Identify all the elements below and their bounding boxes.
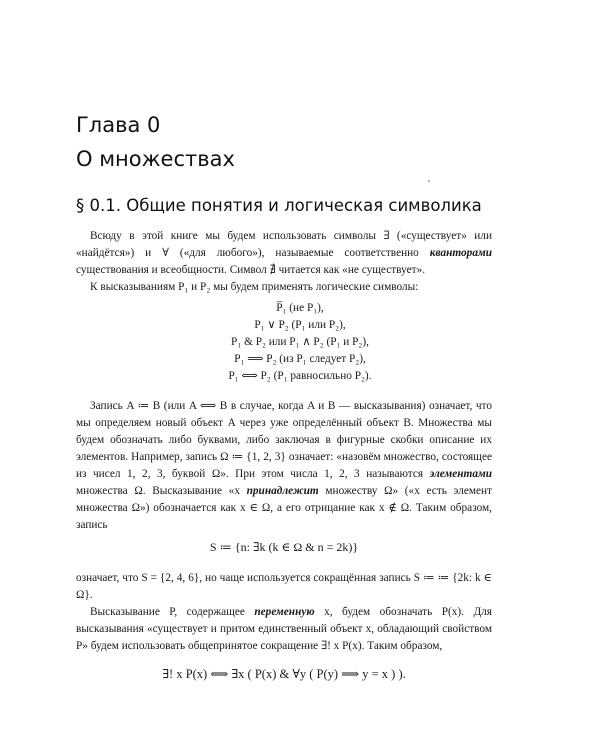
formula-negation: P̅₁ (не P₁),: [276, 302, 324, 314]
logic-symbols-list: [150, 300, 450, 385]
para2-text: К высказываниям P₁ и P₂ мы будем применять логические символы:: [90, 281, 419, 293]
para4-text: означает, что S = {2, 4, 6}, но чаще используется сокращённая запись S ≔ ≔ {2k: k ∈ Ω}.: [76, 572, 492, 601]
para3-text-a: Запись A ≔ B (или A ⟺ B в случае, когда A и B — высказывания) означает, что мы определяем новый объект A через уже определённый объект B. Множества мы будем обозначать либо буквами, либо заключая в фигурные скобки описание их элементов. Например, запись Ω ≔ {1, 2, 3} означает: «назовём множество, состоящее из чисел 1, 2, 3, буквой Ω». При этом числа 1, 2, 3 называются: [76, 400, 492, 480]
chapter-title: О множествах: [76, 147, 235, 171]
para1-text-b: существования и всеобщности. Символ ∄ читается как «не существует».: [76, 264, 426, 276]
equation-set-s: S ≔ {n: ∃k (k ∈ Ω & n = 2k)}: [209, 540, 359, 554]
term-belongs: принадлежит: [246, 485, 319, 497]
formula-or: P₁ ∨ P₂ (P₁ или P₂),: [254, 319, 346, 331]
paragraph-5: [76, 604, 492, 655]
stray-dot: [428, 180, 430, 182]
paragraph-1: [76, 228, 492, 279]
term-elements: элементами: [429, 468, 492, 480]
para5-text-b: x, будем обозначать P(x). Для высказывания «существует и притом единственный объект x, обладающий свойством P» будем использовать общепринятое сокращение ∃! x P(x). Таким образом,: [76, 606, 493, 652]
paragraph-4: [76, 570, 492, 604]
term-quantifiers: кванторами: [429, 247, 492, 259]
formula-equivalent: P₁ ⟺ P₂ (P₁ равносильно P₂).: [228, 370, 372, 382]
chapter-number: Глава 0: [76, 113, 161, 137]
paragraph-3: [76, 398, 492, 534]
chapter-heading: [76, 108, 235, 176]
para3-text-b: множества Ω. Высказывание «x: [76, 485, 247, 497]
term-variable: переменную: [254, 606, 315, 618]
equation-unique-existence: ∃! x P(x) ⟺ ∃x ( P(x) & ∀y ( P(y) ⟹ y = x ) ).: [162, 667, 406, 681]
section-title: § 0.1. Общие понятия и логическая символика: [76, 196, 482, 215]
para3-text-c: множеству Ω» («x есть элемент множества Ω») обозначается как x ∈ Ω, а его отрицание как x ∉ Ω. Таким образом, запись: [76, 485, 492, 531]
paragraph-2: [76, 279, 492, 296]
para1-text-a: Всюду в этой книге мы будем использовать символы ∃ («существует» или «найдётся») и ∀ («для любого»), называемые соответственно: [76, 230, 492, 259]
para5-text-a: Высказывание P, содержащее: [90, 606, 255, 618]
formula-implies: P₁ ⟹ P₂ (из P₁ следует P₂),: [234, 353, 366, 365]
formula-and: P₁ & P₂ или P₁ ∧ P₂ (P₁ и P₂),: [231, 336, 369, 348]
